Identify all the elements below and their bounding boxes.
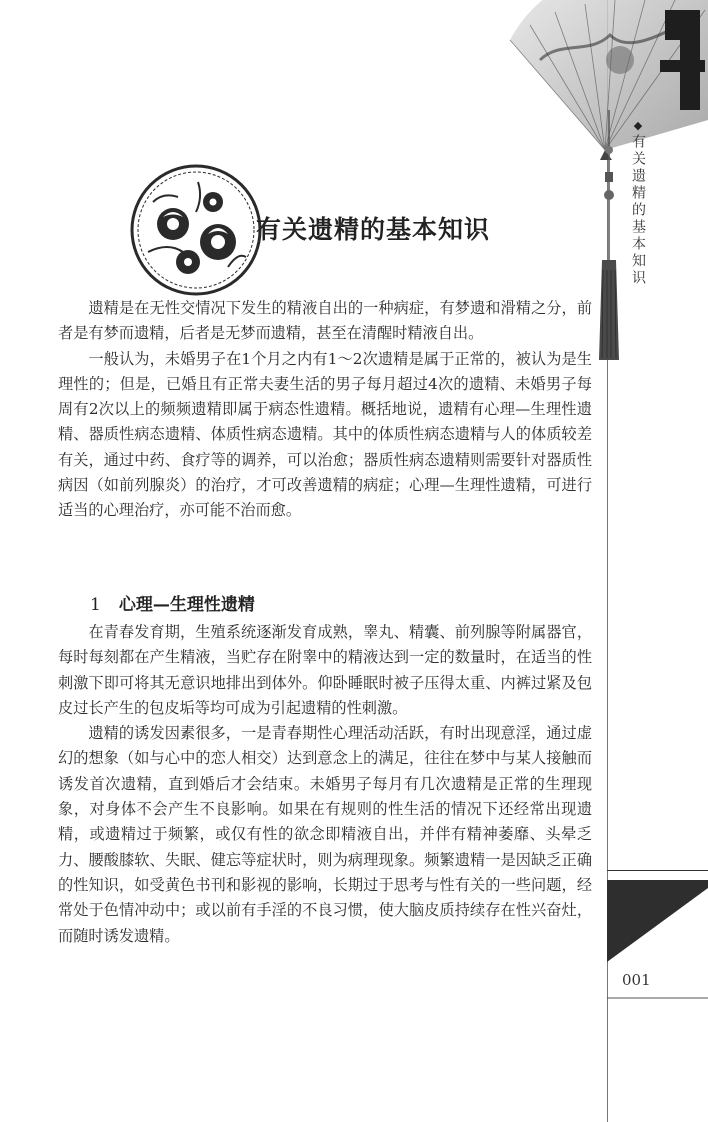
tassel-ornament — [596, 110, 622, 360]
chapter-title: 有关遗精的基本知识 — [256, 215, 491, 244]
paragraph: 一般认为，未婚男子在1个月之内有1～2次遗精是属于正常的，被认为是生理性的；但是，已婚且有正常夫妻生活的男子每月超过4次的遗精、未婚男子每周有2次以上的频频遗精即属于病态性遗精。概括地说，遗精有心理—生理性遗精、器质性病态遗精、体质性病态遗精。其中的体质性病态遗精与人的体质较差有关，通过中药、食疗等的调养，可以治愈；器质性病态遗精则需要针对器质性病因（如前列腺炎）的治疗，才可改善遗精的病症；心理—生理性遗精，可进行适当的心理治疗，亦可能不治而愈。 — [58, 349, 592, 520]
section-heading — [90, 590, 255, 615]
papercut-flower-medallion — [128, 162, 264, 298]
paragraph: 遗精是在无性交情况下发生的精液自出的一种病症，有梦遗和滑精之分，前者是有梦而遗精，后者是无梦而遗精，甚至在清醒时精液自出。 — [58, 299, 592, 343]
section-number: 1 — [90, 595, 101, 615]
side-section-label — [626, 118, 650, 287]
page-tab-decoration — [607, 870, 708, 1050]
section-title: 心理—生理性遗精 — [118, 595, 255, 615]
diamond-icon: ◆ — [633, 119, 643, 132]
page-number: 001 — [622, 971, 651, 989]
side-label-text: 有关遗精的基本知识 — [630, 134, 646, 287]
paragraph: 在青春发育期，生殖系统逐渐发育成熟，睾丸、精囊、前列腺等附属器官，每时每刻都在产生精液，当贮存在附睾中的精液达到一定的数量时，在适当的性刺激下即可将其无意识地排出到体外。仰卧睡眠时被子压得太重、内裤过紧及包皮过长产生的包皮垢等均可成为引起遗精的性刺激。 — [58, 623, 592, 717]
section-text — [58, 620, 592, 949]
paragraph: 遗精的诱发因素很多，一是青春期性心理活动活跃，有时出现意淫，通过虚幻的想象（如与心中的恋人相交）达到意念上的满足，往往在梦中与某人接触而诱发首次遗精，直到婚后才会结束。未婚男子每月有几次遗精是正常的生理现象，对身体不会产生不良影响。如果在有规则的性生活的情况下还经常出现遗精，或遗精过于频繁，或仅有性的欲念即精液自出，并伴有精神萎靡、头晕乏力、腰酸膝软、失眠、健忘等症状时，则为病理现象。频繁遗精一是因缺乏正确的性知识，如受黄色书刊和影视的影响，长期过于思考与性有关的一些问题，经常处于色情冲动中；或以前有手淫的不良习惯，使大脑皮质持续存在性兴奋灶，而随时诱发遗精。 — [58, 724, 592, 945]
intro-text — [58, 296, 592, 524]
